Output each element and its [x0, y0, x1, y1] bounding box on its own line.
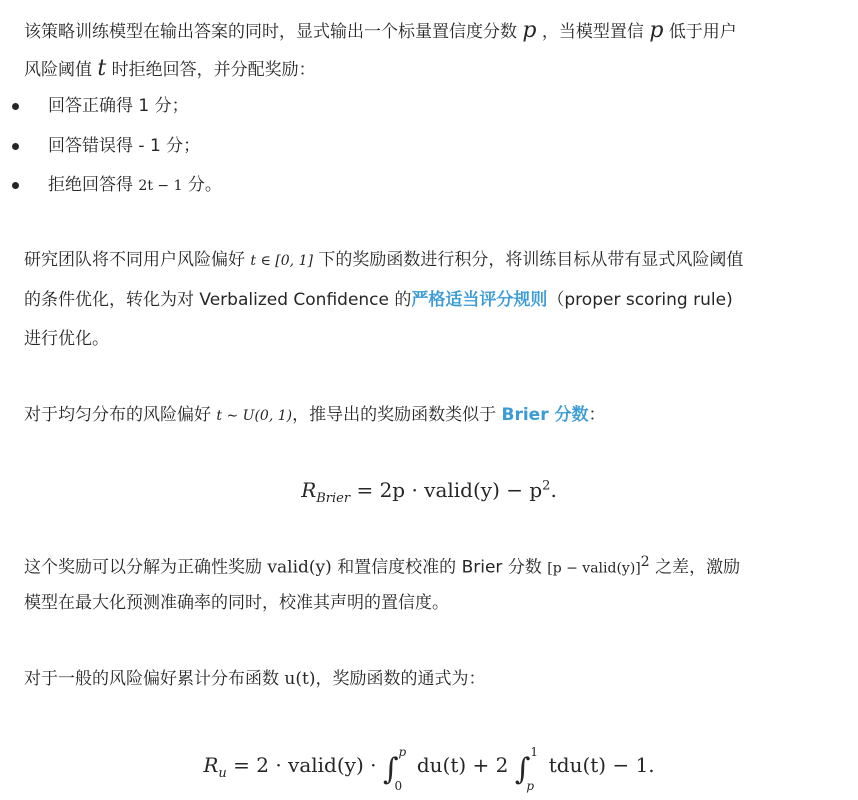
para2-line1	[24, 252, 743, 269]
math-p: p	[649, 18, 664, 43]
math-brier-term-sup: 2	[640, 554, 650, 570]
para2-line2-text-a: 的条件优化，转化为对 Verbalized Confidence 的	[24, 290, 412, 310]
para3-line	[24, 407, 606, 424]
para5-text-a: 对于一般的风险偏好累计分布函数	[24, 669, 279, 689]
para1-line1-text-a: 该策略训练模型在输出答案的同时，显式输出一个标量置信度分数	[24, 22, 517, 42]
bullet-dot	[12, 143, 19, 150]
para1-line1-text-c: 低于用户	[668, 22, 737, 42]
eq2-part2: du(t) + 2	[416, 753, 509, 777]
para2-line1-text-b: 下的奖励函数进行积分，将训练目标从带有显式风险阈值	[318, 250, 744, 270]
eq1-rhs: = 2p · valid(y) − p	[356, 478, 543, 502]
para1-line2	[24, 58, 316, 80]
math-brier-term: [p − valid(y)]	[547, 560, 641, 577]
math-t: t	[97, 56, 107, 81]
para4-text-c: 之差，激励	[655, 557, 741, 578]
para3-text-b: ，推导出的奖励函数类似于	[292, 405, 497, 425]
para1-line1	[24, 20, 737, 42]
equation-general	[0, 745, 858, 793]
para4-line2-text: 模型在最大化预测准确率的同时，校准其声明的置信度。	[24, 593, 449, 613]
bullet-prefix: 拒绝回答得	[48, 175, 133, 195]
eq2-lhs-sub: u	[218, 766, 227, 781]
para4-text-b: 和置信度校准的 Brier 分数	[337, 557, 542, 578]
para3-text-a: 对于均匀分布的风险偏好	[24, 405, 211, 425]
eq2-lhs: R	[203, 753, 219, 777]
eq1-rhs-end: .	[550, 478, 557, 502]
math-t-uniform: t ∼ U(0, 1)	[216, 408, 293, 424]
bullet-dot	[12, 103, 19, 110]
bullet-item	[48, 138, 200, 155]
int2-upper: 1	[530, 745, 539, 759]
bullet-item	[48, 177, 222, 194]
para2-line3	[24, 331, 109, 348]
bullet-suffix: 分。	[187, 175, 222, 195]
eq1-lhs-sub: Brier	[316, 491, 351, 506]
para1-line2-text-b: 时拒绝回答，并分配奖励：	[111, 60, 316, 80]
para2-line2	[24, 292, 733, 309]
math-2t-minus-1: 2t − 1	[138, 178, 183, 194]
para1-line2-text-a: 风险阈值	[24, 60, 92, 80]
integral-sign: ∫	[514, 752, 531, 787]
para2-line2-text-b: （proper scoring rule)	[547, 290, 733, 310]
bullet-text: 回答正确得 1 分；	[48, 96, 189, 116]
integral-limits	[394, 745, 410, 793]
int1-lower: 0	[394, 779, 403, 793]
para4-text-a: 这个奖励可以分解为正确性奖励	[24, 557, 262, 578]
math-valid-y: valid(y)	[267, 557, 332, 578]
highlight-proper-scoring-rule: 严格适当评分规则	[411, 290, 548, 310]
integral-limits	[526, 745, 542, 793]
math-u-t: u(t)	[284, 669, 316, 689]
para1-line1-text-b: ，当模型置信	[541, 22, 644, 42]
bullet-dot	[12, 182, 19, 189]
integral-sign: ∫	[382, 752, 399, 787]
eq1-rhs-sup: 2	[542, 478, 551, 494]
para2-line1-text-a: 研究团队将不同用户风险偏好	[24, 250, 245, 270]
eq1-lhs: R	[301, 478, 317, 502]
para4-line2	[24, 595, 449, 612]
highlight-brier-score: Brier 分数	[501, 405, 589, 425]
eq2-part3: tdu(t) − 1.	[548, 753, 655, 777]
para4-line1	[24, 555, 740, 577]
int2-lower: p	[526, 779, 535, 793]
bullet-item	[48, 98, 189, 115]
math-p: p	[522, 18, 537, 43]
para2-line3-text: 进行优化。	[24, 329, 109, 349]
bullet-text: 回答错误得 - 1 分；	[48, 136, 201, 156]
int1-upper: p	[398, 745, 407, 759]
equation-brier	[0, 478, 858, 506]
para5-line	[24, 671, 485, 688]
eq2-part1: = 2 · valid(y) ·	[233, 753, 377, 777]
para3-text-c: ：	[588, 405, 606, 425]
para5-text-b: ，奖励函数的通式为：	[315, 669, 486, 689]
math-t-range: t ∈ [0, 1]	[250, 253, 313, 269]
